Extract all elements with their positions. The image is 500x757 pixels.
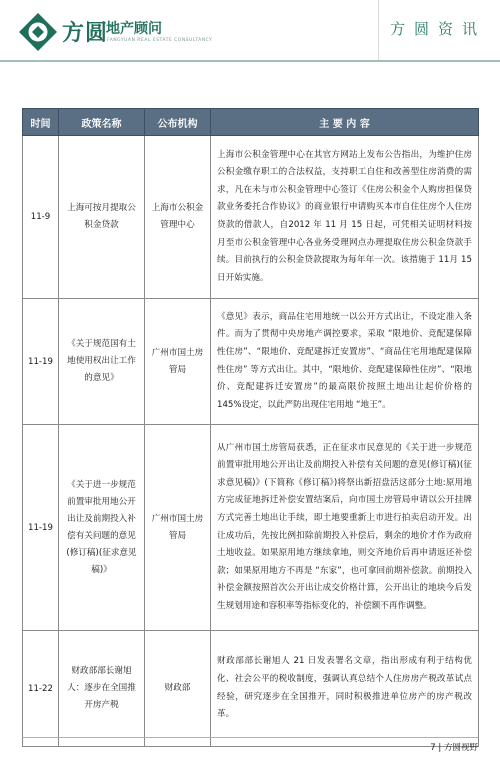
- row-content: 上海市公积金管理中心在其官方网站上发布公告指出，为维护住房公积金缴存职工的合法权益，支持职工自住和改善型住房消费的需求，凡在未与市公积金管理中心签订《住房公积金个人购房担保贷款业务委托合作协议》的商业银行申请购买本市自住住房个人住房贷款的借款人，自2012 年 11 月 15 日起，可凭相关证明材料按月至市公积金管理中心各业务受理网点办理提取住房公积金贷款手续。目前执行的公积金贷款提取为每年年一次。该措施于 11月 15 日开始实施。: [211, 136, 479, 299]
- row-policy-name: 财政部部长谢旭人：逐步在全国推开房产税: [59, 631, 145, 747]
- row-organization: 上海市公积金管理中心: [145, 136, 211, 299]
- table-header-row: [23, 109, 479, 136]
- row-date: 11-19: [23, 425, 59, 631]
- brand-english: FANGYUAN REAL ESTATE CONSULTANCY: [107, 38, 213, 43]
- row-organization: 广州市国土房管局: [145, 425, 211, 631]
- row-policy-name: 上海可按月提取公积金贷款: [59, 136, 145, 299]
- row-policy-name: 《关于进一步规范前置审批用地公开出让及前期投入补偿有关问题的意见(修订稿)(征求意见稿)》: [59, 425, 145, 631]
- row-date: 11-22: [23, 631, 59, 747]
- footer-separator: |: [438, 743, 444, 753]
- table-row: [23, 631, 479, 747]
- row-policy-name: 《关于规范国有土地使用权出让工作的意见》: [59, 299, 145, 425]
- table-row: [23, 299, 479, 425]
- row-date: 11-19: [23, 299, 59, 425]
- row-content: 《意见》表示，商品住宅用地统一以公开方式出让，不设定准入条件。而为了贯彻中央房地产调控要求，采取 “限地价、竞配建保障性住房”、“限地价、竞配建拆迁安置房”、“商品住宅用地配建保障性住房” 等方式出让。其中，“限地价、竞配建保障性住房”、“限地价、竞配建拆迁安置房”的最高限价按照土地出让起价价格的 145%设定，以此严防出现住宅用地 “地王”。: [211, 299, 479, 425]
- page-footer: [430, 741, 478, 753]
- footer-label: 方圆视野: [443, 743, 478, 753]
- section-title: 方圆资讯: [389, 20, 486, 38]
- row-organization: 广州市国土房管局: [145, 299, 211, 425]
- header-divider: [378, 0, 379, 60]
- page-number: 7: [430, 743, 436, 753]
- table-row: [23, 136, 479, 299]
- policy-table: [22, 108, 479, 747]
- header-rule: [0, 60, 500, 62]
- column-header-policy-name: 政策名称: [59, 109, 145, 136]
- footer-rule: [22, 737, 478, 738]
- fangyuan-logo-icon: [18, 12, 58, 52]
- row-date: 11-9: [23, 136, 59, 299]
- row-content: 财政部部长谢旭人 21 日发表署名文章，指出形成有利于结构优化、社会公平的税收制度，强调认真总结个人住房房产税改革试点经验，研究逐步在全国推开，同时积极推进单位房产的房产税改革。: [211, 631, 479, 747]
- column-header-date: 时间: [23, 109, 59, 136]
- column-header-organization: 公布机构: [145, 109, 211, 136]
- page-header: [0, 0, 500, 62]
- brand-subtitle: 地产顾问: [106, 21, 162, 37]
- table-row: [23, 425, 479, 631]
- row-content: 从广州市国土房管局获悉，正在征求市民意见的《关于进一步规范前置审批用地公开出让及前期投入补偿有关问题的意见(修订稿)(征求意见稿)》(下简称《修订稿》)将祭出新招盘活这部分土地:原用地方完成征地拆迁补偿安置结案后，向市国土房管局申请以公开挂牌方式完善土地出让手续，即土地要重新上市进行拍卖启动开发。出让成功后，先按比例扣除前期投入补偿后，剩余的地价才作为政府土地收益。如果原用地方继续拿地，则交齐地价后再申请返还补偿款；如果原用地方不再是 “东家”，也可拿回前期补偿款。前期投入补偿金额按照首次公开出让成交价格计算，公开出让的地块今后发生规划用途和容积率等指标变化的，补偿额不再作调整。: [211, 425, 479, 631]
- row-organization: 财政部: [145, 631, 211, 747]
- column-header-content: 主 要 内 容: [211, 109, 479, 136]
- brand-name: 方圆: [62, 21, 109, 46]
